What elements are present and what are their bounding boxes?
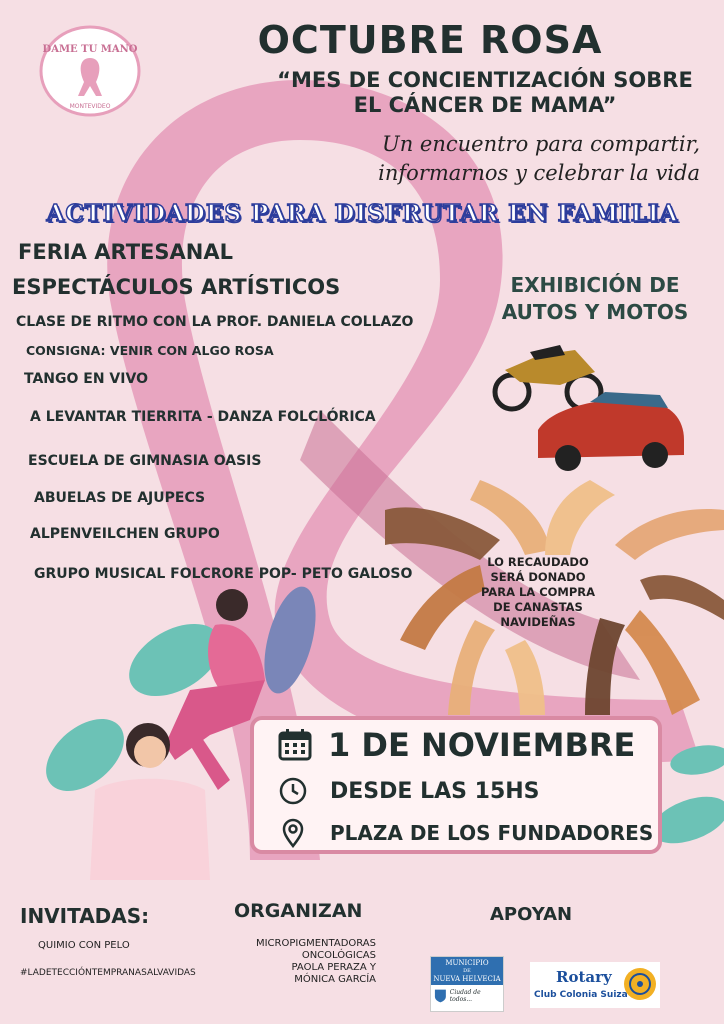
donation-line: LO RECAUDADO xyxy=(487,555,589,569)
activity-item: ALPENVEILCHEN GRUPO xyxy=(30,526,220,542)
event-place-row xyxy=(278,818,653,848)
invitadas-label: INVITADAS: xyxy=(20,904,150,928)
motorcycle-icon xyxy=(495,345,601,409)
activity-feria: FERIA ARTESANAL xyxy=(18,240,233,264)
sponsor-municipio-logo xyxy=(430,956,504,1012)
event-details-box xyxy=(250,716,662,854)
donation-line: PARA LA COMPRA xyxy=(480,585,596,599)
activity-item: ABUELAS DE AJUPECS xyxy=(34,490,206,506)
activity-item: CLASE DE RITMO CON LA PROF. DANIELA COLLAZO xyxy=(16,314,414,330)
activity-espectaculos: ESPECTÁCULOS ARTÍSTICOS xyxy=(12,275,341,299)
tagline-line2: informarnos y celebrar la vida xyxy=(378,161,700,185)
subtitle-line1: “MES DE CONCIENTIZACIÓN SOBRE xyxy=(277,68,693,92)
activity-item: A LEVANTAR TIERRITA - DANZA FOLCLÓRICA xyxy=(30,409,376,425)
organizan-line: PAOLA PERAZA Y xyxy=(291,962,376,973)
activity-item: GRUPO MUSICAL FOLCRORE POP- PETO GALOSO xyxy=(34,566,413,582)
exhibition-title xyxy=(480,272,710,326)
organizan-label: ORGANIZAN xyxy=(234,900,363,922)
invitadas-hashtag: #LADETECCIÓNTEMPRANASALVAVIDAS xyxy=(20,968,196,978)
sponsor-text: NUEVA HELVECIA xyxy=(433,975,501,983)
donation-text xyxy=(478,555,598,630)
event-time-row xyxy=(278,776,540,806)
organizan-line: MÓNICA GARCÍA xyxy=(294,974,376,985)
rotary-wheel-icon xyxy=(622,966,658,1002)
logo-dame-tu-mano xyxy=(38,24,142,118)
apoyan-label: APOYAN xyxy=(490,904,573,925)
location-pin-icon xyxy=(278,818,308,848)
sponsor-rotary-logo xyxy=(530,962,660,1008)
sponsor-text: MUNICIPIO xyxy=(445,959,489,967)
tagline xyxy=(370,130,700,188)
exhibition-line1: EXHIBICIÓN DE xyxy=(510,273,680,297)
event-time: DESDE LAS 15HS xyxy=(330,778,540,804)
subtitle xyxy=(250,68,720,118)
sponsor-text: Ciudad de todos... xyxy=(449,989,481,1003)
event-place: PLAZA DE LOS FUNDADORES xyxy=(330,821,654,845)
organizan-line: MICROPIGMENTADORAS xyxy=(255,938,376,949)
page-title: OCTUBRE ROSA xyxy=(257,18,603,62)
event-date-row xyxy=(278,726,635,764)
activity-item: ESCUELA DE GIMNASIA OASIS xyxy=(28,453,262,469)
logo-bottom-text: MONTEVIDEO xyxy=(69,103,111,110)
activities-banner: ACTIVIDADES PARA DISFRUTAR EN FAMILIA xyxy=(46,200,679,227)
event-date: 1 DE NOVIEMBRE xyxy=(328,726,636,764)
donation-line: NAVIDEÑAS xyxy=(500,615,576,629)
donation-line: DE CANASTAS xyxy=(493,600,583,614)
donation-line: SERÁ DONADO xyxy=(490,570,586,584)
invitadas-item: QUIMIO CON PELO xyxy=(38,940,130,951)
clock-icon xyxy=(278,776,308,806)
tagline-line1: Un encuentro para compartir, xyxy=(382,132,700,156)
organizan-line: ONCOLÓGICAS xyxy=(301,950,376,961)
sponsor-text: DE xyxy=(463,968,471,974)
logo-top-text: DAME TU MANO xyxy=(42,44,138,55)
organizan-text xyxy=(228,938,376,986)
exhibition-line2: AUTOS Y MOTOS xyxy=(501,300,689,324)
shield-icon xyxy=(434,988,447,1004)
calendar-icon xyxy=(278,728,312,762)
activity-item: CONSIGNA: VENIR CON ALGO ROSA xyxy=(26,343,274,358)
activity-item: TANGO EN VIVO xyxy=(24,371,148,387)
sponsor-text: Rotary xyxy=(556,968,612,986)
subtitle-line2: EL CÁNCER DE MAMA” xyxy=(353,93,617,117)
car-icon xyxy=(538,392,684,471)
sponsor-text: Club Colonia Suiza xyxy=(534,990,628,1000)
